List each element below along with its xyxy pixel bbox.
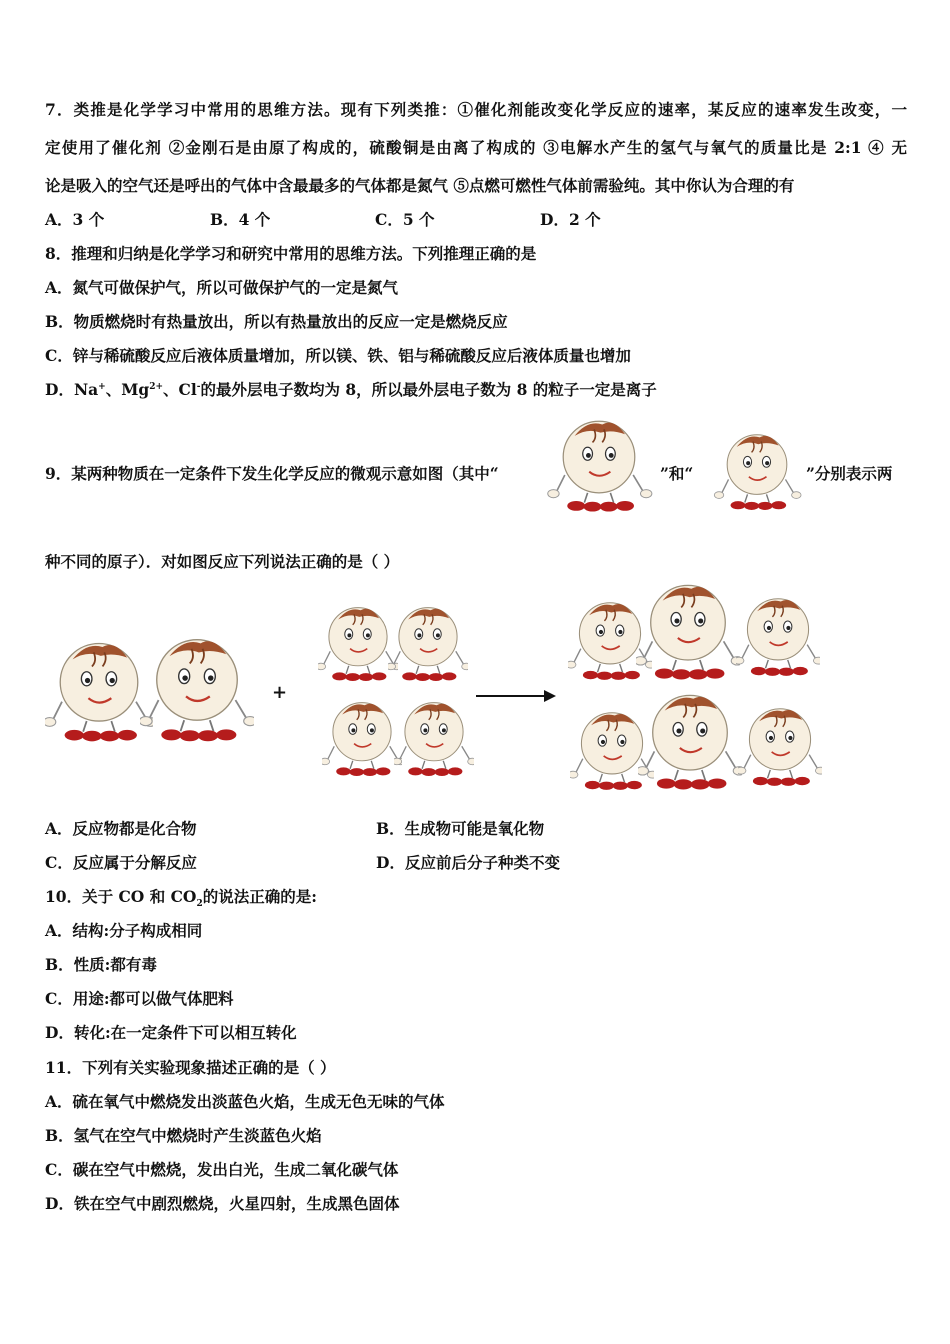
q8-d-sup-2: 2+ bbox=[149, 381, 164, 392]
q8-stem: 8．推理和归纳是化学学习和研究中常用的思维方法。下列推理正确的是 bbox=[45, 244, 537, 263]
product-atom-small bbox=[738, 706, 822, 788]
q10-option-a[interactable]: A．结构:分子构成相同 bbox=[45, 921, 203, 940]
q10-stem-sub: 2 bbox=[196, 899, 203, 910]
q7-line-2: 定使用了催化剂 ②金刚石是由原了构成的，硫酸铜是由离了构成的 ③电解水产生的氢气与氧气的质量比是 2:1 ④ 无 bbox=[45, 138, 907, 157]
q9-option-b[interactable]: B．生成物可能是氧化物 bbox=[376, 819, 545, 838]
q8-d-text-2: 、Mg bbox=[105, 380, 150, 399]
atom-type-a-icon bbox=[540, 418, 658, 514]
reactant-2-atom bbox=[394, 700, 474, 778]
q10-option-c[interactable]: C．用途:都可以做气体肥料 bbox=[45, 989, 234, 1008]
q8-option-b[interactable]: B．物质燃烧时有热量放出，所以有热量放出的反应一定是燃烧反应 bbox=[45, 312, 508, 331]
q9-option-d[interactable]: D．反应前后分子种类不变 bbox=[376, 853, 560, 872]
q8-option-c[interactable]: C．锌与稀硫酸反应后液体质量增加，所以镁、铁、铝与稀硫酸反应后液体质量也增加 bbox=[45, 346, 631, 365]
q11-option-a[interactable]: A．硫在氧气中燃烧发出淡蓝色火焰，生成无色无味的气体 bbox=[45, 1092, 445, 1111]
q10-option-d[interactable]: D．转化:在一定条件下可以相互转化 bbox=[45, 1023, 297, 1042]
q9-stem-part-2: ”和“ bbox=[660, 464, 694, 483]
q9-stem-part-3: ”分别表示两 bbox=[806, 464, 893, 483]
q10-stem-text-2: 的说法正确的是: bbox=[202, 887, 317, 906]
q8-d-text-1: D．Na bbox=[45, 380, 99, 399]
reactant-1-atom-left bbox=[45, 640, 153, 744]
q9-option-a[interactable]: A．反应物都是化合物 bbox=[45, 819, 197, 838]
q10-stem bbox=[45, 886, 317, 908]
reactant-2-atom bbox=[322, 700, 402, 778]
reactant-2-atom bbox=[318, 605, 398, 683]
q9-stem-part-1: 9．某两种物质在一定条件下发生化学反应的微观示意如图（其中“ bbox=[45, 464, 499, 483]
q7-option-a[interactable]: A．3 个 bbox=[45, 210, 105, 229]
q9-stem-line-2: 种不同的原子）．对如图反应下列说法正确的是（ ） bbox=[45, 552, 400, 571]
q7-option-c[interactable]: C．5 个 bbox=[375, 210, 435, 229]
product-atom-large bbox=[636, 582, 740, 682]
q8-d-text-3: 、Cl bbox=[163, 380, 197, 399]
plus-sign: + bbox=[272, 682, 288, 703]
atom-type-b-icon bbox=[708, 432, 806, 512]
reaction-arrow bbox=[474, 688, 558, 704]
q11-option-b[interactable]: B．氢气在空气中燃烧时产生淡蓝色火焰 bbox=[45, 1126, 322, 1145]
q11-option-d[interactable]: D．铁在空气中剧烈燃烧，火星四射，生成黑色固体 bbox=[45, 1194, 400, 1213]
q7-line-3: 论是吸入的空气还是呼出的气体中含最最多的气体都是氮气 ⑤点燃可燃性气体前需验纯。其中你认为合理的有 bbox=[45, 176, 795, 195]
q10-option-b[interactable]: B．性质:都有毒 bbox=[45, 955, 157, 974]
reactant-2-atom bbox=[388, 605, 468, 683]
q8-d-sup-1: + bbox=[98, 381, 106, 392]
product-atom-small bbox=[736, 596, 820, 678]
q8-d-sup-3: - bbox=[196, 381, 201, 392]
q10-stem-text-1: 10．关于 CO 和 CO bbox=[45, 887, 197, 906]
q7-option-b[interactable]: B．4 个 bbox=[210, 210, 271, 229]
product-atom-large bbox=[638, 692, 742, 792]
q7-line-1: 7．类推是化学学习中常用的思维方法。现有下列类推：①催化剂能改变化学反应的速率，某反应的速率发生改变，一 bbox=[45, 100, 907, 119]
q8-d-text-4: 的最外层电子数均为 8，所以最外层电子数为 8 的粒子一定是离子 bbox=[200, 380, 657, 399]
q7-option-d[interactable]: D．2 个 bbox=[540, 210, 601, 229]
q8-option-a[interactable]: A．氮气可做保护气，所以可做保护气的一定是氮气 bbox=[45, 278, 399, 297]
q9-option-c[interactable]: C．反应属于分解反应 bbox=[45, 853, 197, 872]
q11-option-c[interactable]: C．碳在空气中燃烧，发出白光，生成二氧化碳气体 bbox=[45, 1160, 399, 1179]
q8-option-d[interactable] bbox=[45, 379, 657, 401]
reactant-1-atom-right bbox=[140, 636, 254, 744]
q11-stem: 11．下列有关实验现象描述正确的是（ ） bbox=[45, 1058, 336, 1077]
